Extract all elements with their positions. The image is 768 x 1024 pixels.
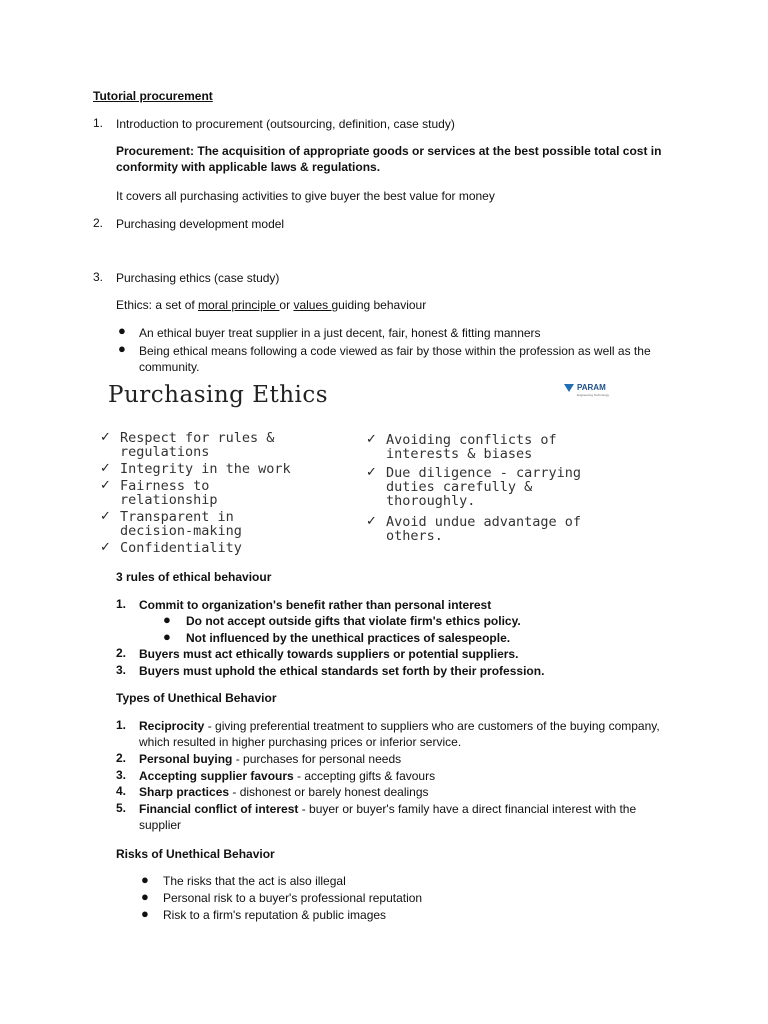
ethics-definition xyxy=(116,297,426,313)
slide-list-item: ✓ Confidentiality xyxy=(100,540,242,556)
term: Personal buying xyxy=(139,752,233,766)
definition-text: The acquisition of appropriate goods or services at the best possible total cost in conformity with applicable laws & regulations. xyxy=(116,144,662,174)
list-item xyxy=(139,751,401,767)
list-item xyxy=(139,784,429,800)
term-description: - dishonest or barely honest dealings xyxy=(229,785,429,799)
checkmark-icon: ✓ xyxy=(366,432,377,447)
slide-title: Purchasing Ethics xyxy=(108,382,329,408)
term: Reciprocity xyxy=(139,719,205,733)
term: Sharp practices xyxy=(139,785,230,799)
section-heading: Purchasing development model xyxy=(116,217,285,231)
risks-heading: Risks of Unethical Behavior xyxy=(116,847,275,861)
sub-list-item: Not influenced by the unethical practices of salespeople. xyxy=(186,631,511,645)
list-number: 3. xyxy=(116,768,127,782)
slide-list-item: ✓ Fairness to relationship xyxy=(100,478,218,508)
term: Accepting supplier favours xyxy=(139,769,294,783)
ethics-prefix: Ethics: a set of xyxy=(116,298,199,312)
list-number: 3. xyxy=(116,663,127,677)
slide-list-item: ✓ Transparent in decision-making xyxy=(100,509,242,539)
term-description: - buyer or buyer's family have a direct financial interest with the supplier xyxy=(139,802,637,832)
section-heading: Introduction to procurement (outsourcing, definition, case study) xyxy=(116,117,455,131)
logo-mark-icon xyxy=(564,382,616,398)
ethics-or: or xyxy=(279,298,294,312)
slide-list-item: ✓ Integrity in the work xyxy=(100,461,291,477)
bullet-dot: ● xyxy=(163,612,171,627)
list-item: Commit to organization's benefit rather than personal interest xyxy=(139,598,492,612)
ethics-suffix: guiding behaviour xyxy=(331,298,427,312)
term-description: - accepting gifts & favours xyxy=(293,769,436,783)
list-item: Risk to a firm's reputation & public images xyxy=(163,908,387,922)
bullet-dot: ● xyxy=(141,872,149,887)
bullet-dot: ● xyxy=(118,323,126,338)
list-number: 4. xyxy=(116,784,127,798)
sub-list-item: Do not accept outside gifts that violate firm's ethics policy. xyxy=(186,614,521,628)
list-item: Buyers must uphold the ethical standards set forth by their profession. xyxy=(139,664,545,678)
list-number: 1. xyxy=(116,597,127,611)
procurement-definition xyxy=(116,143,676,175)
slide-right-list xyxy=(362,433,616,548)
list-item: An ethical buyer treat supplier in a just decent, fair, honest & fitting manners xyxy=(139,326,541,340)
bullet-dot: ● xyxy=(163,629,171,644)
checkmark-icon: ✓ xyxy=(100,430,111,445)
definition-label: Procurement: xyxy=(116,144,195,158)
list-item xyxy=(139,768,435,784)
term-description: - purchases for personal needs xyxy=(232,752,402,766)
list-number: 1. xyxy=(116,718,127,732)
slide-list-item: ✓ Due diligence - carrying duties carefully & thoroughly. xyxy=(366,465,582,509)
slide-list-item: ✓ Avoid undue advantage of others. xyxy=(366,514,582,544)
svg-text:PARAM: PARAM xyxy=(577,383,606,392)
section-heading: Purchasing ethics (case study) xyxy=(116,271,280,285)
unethical-heading: Types of Unethical Behavior xyxy=(116,691,277,705)
purchasing-ethics-slide xyxy=(92,374,652,560)
checkmark-icon: ✓ xyxy=(100,509,111,524)
list-number: 2. xyxy=(116,646,127,660)
list-item: Being ethical means following a code viewed as fair by those within the profession as well as the community. xyxy=(139,344,651,374)
term: Financial conflict of interest xyxy=(139,802,299,816)
section-number: 3. xyxy=(93,270,104,284)
section-number: 1. xyxy=(93,116,104,130)
bullet-dot: ● xyxy=(141,889,149,904)
ethics-values: values xyxy=(293,298,332,312)
company-logo xyxy=(564,382,616,398)
slide-list-item: ✓ Avoiding conflicts of interests & biases xyxy=(366,432,557,462)
list-item: Buyers must act ethically towards suppliers or potential suppliers. xyxy=(139,647,519,661)
list-item xyxy=(139,718,679,750)
rules-heading: 3 rules of ethical behaviour xyxy=(116,570,272,584)
bullet-dot: ● xyxy=(141,906,149,921)
checkmark-icon: ✓ xyxy=(100,540,111,555)
section-number: 2. xyxy=(93,216,104,230)
ethics-moral-principle: moral principle xyxy=(198,298,280,312)
svg-text:Engineering Technology: Engineering Technology xyxy=(577,393,609,397)
checkmark-icon: ✓ xyxy=(366,465,377,480)
list-number: 5. xyxy=(116,801,127,815)
checkmark-icon: ✓ xyxy=(366,514,377,529)
checkmark-icon: ✓ xyxy=(100,478,111,493)
checkmark-icon: ✓ xyxy=(100,461,111,476)
list-item xyxy=(139,801,679,833)
covers-text: It covers all purchasing activities to give buyer the best value for money xyxy=(116,189,495,203)
list-item: Personal risk to a buyer's professional reputation xyxy=(163,891,423,905)
list-item: The risks that the act is also illegal xyxy=(163,874,346,888)
list-number: 2. xyxy=(116,751,127,765)
slide-left-list xyxy=(96,431,320,558)
document-title: Tutorial procurement xyxy=(93,89,213,103)
slide-list-item: ✓ Respect for rules & regulations xyxy=(100,430,275,460)
bullet-dot: ● xyxy=(118,341,126,356)
term-description: - giving preferential treatment to suppliers who are customers of the buying company, which resulted in higher purchasing prices or inferior service. xyxy=(139,719,660,749)
